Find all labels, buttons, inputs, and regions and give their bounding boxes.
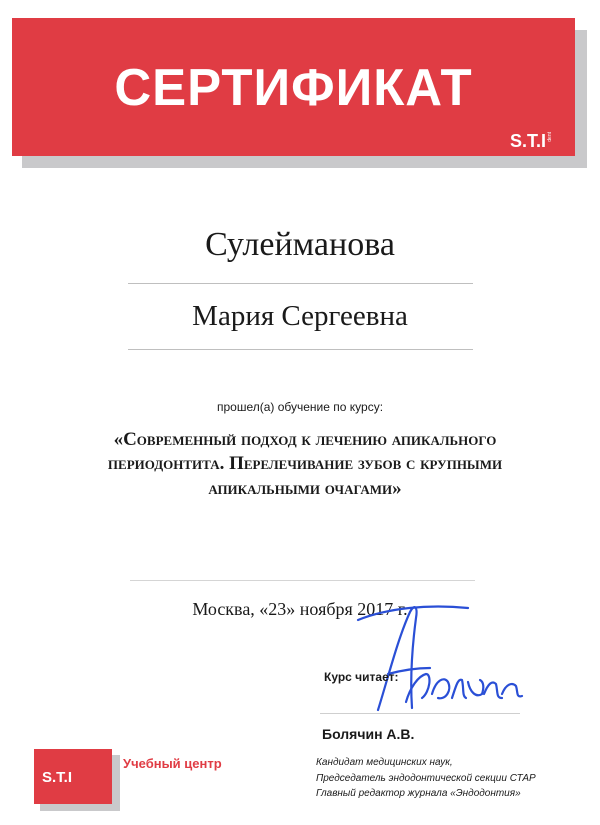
credential-line-2: Председатель эндодонтической секции СТАР bbox=[316, 772, 536, 784]
given-names-rule bbox=[128, 349, 473, 350]
sti-logo-text: S.T.I bbox=[509, 131, 546, 151]
certificate-banner bbox=[12, 18, 575, 156]
course-title-line-3: апикальными очагами» bbox=[208, 477, 402, 499]
recipient-surname: Сулейманова bbox=[205, 226, 395, 263]
lecturer-credentials bbox=[316, 755, 536, 802]
signature-image bbox=[318, 598, 538, 718]
course-rule bbox=[130, 580, 475, 581]
footer-sti-logo bbox=[34, 749, 112, 804]
course-title-line-1: «Современный подход к лечению апикального bbox=[113, 429, 497, 450]
signature-rule bbox=[320, 713, 520, 714]
sti-logo-sub: dent bbox=[547, 132, 553, 142]
completed-label: прошел(а) обучение по курсу: bbox=[216, 400, 384, 414]
credential-line-1: Кандидат медицинских наук, bbox=[316, 757, 453, 768]
surname-rule bbox=[128, 283, 473, 284]
credential-line-3: Главный редактор журнала «Эндодонтия» bbox=[316, 788, 521, 799]
course-title-line-2: периодонтита. Перелечивание зубов с крупными bbox=[107, 453, 503, 475]
course-title bbox=[40, 428, 570, 501]
lecturer-label: Курс читает: bbox=[324, 670, 399, 684]
certificate-title: СЕРТИФИКАТ bbox=[114, 59, 473, 117]
sti-logo bbox=[510, 132, 553, 150]
place-and-date: Москва, «23» ноября 2017 г. bbox=[192, 599, 408, 619]
recipient-given-names: Мария Сергеевна bbox=[192, 300, 408, 332]
training-center-label: Учебный центр bbox=[123, 756, 222, 771]
footer-logo-text: S.T.I bbox=[42, 769, 73, 786]
lecturer-name: Болячин А.В. bbox=[322, 726, 415, 742]
